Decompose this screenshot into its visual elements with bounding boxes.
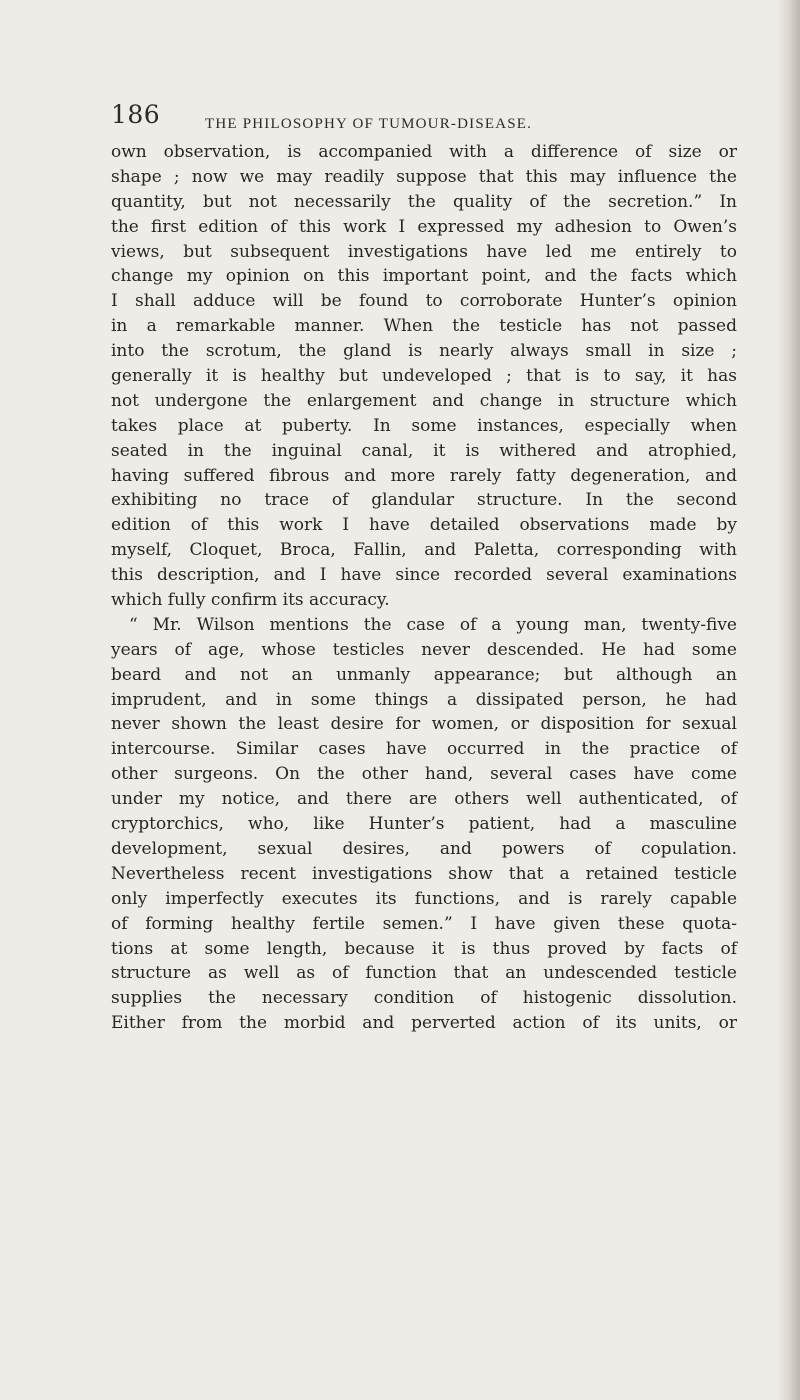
text-line: supplies the necessary condition of histogenic dissolution. [111, 988, 737, 1009]
text-line: cryptorchics, who, like Hunter’s patient, had a masculine [111, 814, 737, 835]
text-line: into the scrotum, the gland is nearly always small in size ; [111, 341, 737, 362]
text-line: years of age, whose testicles never descended. He had some [111, 639, 737, 660]
text-line: structure as well as of function that an undescended testicle [111, 963, 737, 984]
page-gutter-shadow [776, 0, 800, 1400]
text-line: tions at some length, because it is thus proved by facts of [111, 938, 737, 959]
text-line: exhibiting no trace of glandular structure. In the second [111, 490, 737, 511]
text-line: imprudent, and in some things a dissipated person, he had [111, 689, 737, 710]
text-line: the first edition of this work I expressed my adhesion to Owen’s [111, 216, 737, 237]
text-line: takes place at puberty. In some instances, especially when [111, 415, 737, 436]
text-line-paragraph-end: which fully confirm its accuracy. [111, 590, 390, 611]
text-line: own observation, is accompanied with a difference of size or [111, 142, 737, 162]
text-line: this description, and I have since recorded several examinations [111, 565, 737, 586]
text-line: only imperfectly executes its functions, and is rarely capable [111, 888, 737, 909]
text-line: intercourse. Similar cases have occurred in the practice of [111, 739, 737, 760]
text-line: Nevertheless recent investigations show that a retained testicle [111, 863, 737, 884]
page-number: 186 [111, 100, 161, 129]
text-line: generally it is healthy but undeveloped ; that is to say, it has [111, 366, 737, 387]
text-line: having suffered fibrous and more rarely fatty degeneration, and [111, 465, 737, 486]
text-line: beard and not an unmanly appearance; but although an [111, 664, 737, 685]
text-line: in a remarkable manner. When the testicle has not passed [111, 316, 737, 337]
page-header [111, 100, 731, 134]
running-title: THE PHILOSOPHY OF TUMOUR-DISEASE. [205, 116, 533, 132]
body-text [111, 140, 737, 1036]
text-line: development, sexual desires, and powers of copulation. [111, 838, 737, 859]
text-line: quantity, but not necessarily the quality of the secretion.” In [111, 191, 737, 212]
text-line: seated in the inguinal canal, it is withered and atrophied, [111, 440, 737, 461]
text-line: shape ; now we may readily suppose that this may influence the [111, 166, 737, 187]
text-line: not undergone the enlargement and change in structure which [111, 390, 737, 411]
text-line: Either from the morbid and perverted action of its units, or [111, 1013, 737, 1034]
text-line-paragraph-start: “ Mr. Wilson mentions the case of a young man, twenty-five [129, 614, 737, 635]
text-line: never shown the least desire for women, or disposition for sexual [111, 714, 737, 735]
text-line: under my notice, and there are others well authenticated, of [111, 789, 737, 810]
text-line: views, but subsequent investigations have led me entirely to [111, 241, 737, 262]
text-line: edition of this work I have detailed observations made by [111, 515, 737, 536]
text-line: other surgeons. On the other hand, several cases have come [111, 764, 737, 785]
text-line: of forming healthy fertile semen.” I have given these quota- [111, 913, 737, 934]
text-line: change my opinion on this important point, and the facts which [111, 266, 737, 287]
text-line: myself, Cloquet, Broca, Fallin, and Paletta, corresponding with [111, 540, 737, 561]
text-line: I shall adduce will be found to corroborate Hunter’s opinion [111, 291, 737, 312]
